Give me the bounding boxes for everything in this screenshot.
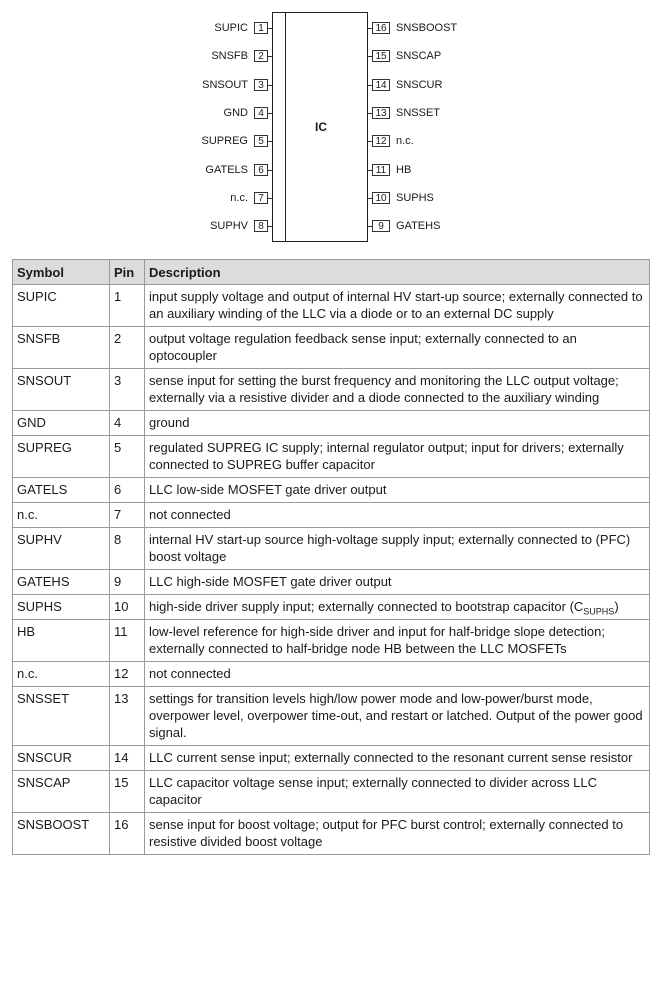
cell-description: LLC high-side MOSFET gate driver output (145, 570, 650, 595)
cell-pin: 13 (110, 687, 145, 746)
cell-symbol: SNSCAP (13, 771, 110, 813)
pin-number-box: 13 (372, 107, 390, 119)
cell-description: not connected (145, 503, 650, 528)
cell-symbol: GATEHS (13, 570, 110, 595)
pin-name: SUPREG (201, 135, 248, 147)
pin-lead (268, 198, 272, 199)
table-row (13, 436, 650, 478)
pin-1 (150, 21, 272, 35)
pin-4 (150, 106, 272, 120)
pin-number-box: 9 (372, 220, 390, 232)
pin-5 (150, 134, 272, 148)
pin-14 (368, 78, 568, 92)
pin-lead (268, 113, 272, 114)
pin-lead (268, 56, 272, 57)
description-text: high-side driver supply input; externally connected to bootstrap capacitor (C (149, 599, 584, 614)
pin-lead (268, 141, 272, 142)
cell-pin: 12 (110, 662, 145, 687)
table-row (13, 503, 650, 528)
pin-number-box: 16 (372, 22, 390, 34)
pin-name: SNSOUT (202, 79, 248, 91)
cell-pin: 9 (110, 570, 145, 595)
pin-name: SUPIC (214, 22, 248, 34)
table-row (13, 528, 650, 570)
pin-name: HB (396, 164, 412, 176)
pin-lead (268, 85, 272, 86)
cell-symbol: SNSSET (13, 687, 110, 746)
pin-number-box: 5 (254, 135, 268, 147)
pin-name: GATELS (205, 164, 248, 176)
pin-name: SNSCUR (396, 79, 443, 91)
table-row (13, 411, 650, 436)
pin-number-box: 6 (254, 164, 268, 176)
pin-name: GND (223, 107, 248, 119)
cell-pin: 14 (110, 746, 145, 771)
cell-pin: 3 (110, 369, 145, 411)
cell-symbol: SNSBOOST (13, 813, 110, 855)
pin-7 (150, 191, 272, 205)
header-pin: Pin (110, 260, 145, 285)
cell-pin: 2 (110, 327, 145, 369)
cell-description: ground (145, 411, 650, 436)
pin-name: SNSBOOST (396, 22, 458, 34)
pin-15 (368, 49, 568, 63)
table-row (13, 813, 650, 855)
ic-package (272, 12, 368, 242)
cell-pin: 5 (110, 436, 145, 478)
pin-description-table (12, 259, 650, 855)
table-row (13, 369, 650, 411)
cell-description: output voltage regulation feedback sense input; externally connected to an optocoupler (145, 327, 650, 369)
cell-symbol: GATELS (13, 478, 110, 503)
pin-lead (268, 28, 272, 29)
pin-12 (368, 134, 568, 148)
cell-symbol: SUPHS (13, 595, 110, 620)
cell-pin: 4 (110, 411, 145, 436)
pin-number-box: 2 (254, 50, 268, 62)
cell-description: not connected (145, 662, 650, 687)
pin-number-box: 15 (372, 50, 390, 62)
cell-pin: 10 (110, 595, 145, 620)
cell-description: settings for transition levels high/low power mode and low-power/burst mode, overpower level, overpower time-out, and restart or latched. Output of the power good signal. (145, 687, 650, 746)
table-row (13, 746, 650, 771)
cell-symbol: SUPIC (13, 285, 110, 327)
pin-name: n.c. (230, 192, 248, 204)
table-row (13, 662, 650, 687)
pin-number-box: 7 (254, 192, 268, 204)
pin-number-box: 8 (254, 220, 268, 232)
pin-lead (268, 170, 272, 171)
pin-number-box: 4 (254, 107, 268, 119)
pin-10 (368, 191, 568, 205)
table-body (13, 285, 650, 855)
table-header-row (13, 260, 650, 285)
cell-symbol: HB (13, 620, 110, 662)
cell-symbol: SNSFB (13, 327, 110, 369)
table-row (13, 478, 650, 503)
cell-description: low-level reference for high-side driver and input for half-bridge slope detection; externally connected to half-bridge node HB between the LLC MOSFETs (145, 620, 650, 662)
pin-9 (368, 219, 568, 233)
pin-name: SUPHV (210, 220, 248, 232)
pin-name: SNSCAP (396, 50, 442, 62)
pin-name: GATEHS (396, 220, 441, 232)
pin-3 (150, 78, 272, 92)
table-row (13, 687, 650, 746)
cell-symbol: SUPREG (13, 436, 110, 478)
pin-name: SNSSET (396, 107, 441, 119)
cell-pin: 15 (110, 771, 145, 813)
pin-number-box: 11 (372, 164, 390, 176)
pin-name: SUPHS (396, 192, 434, 204)
pin-6 (150, 163, 272, 177)
pin-name: n.c. (396, 135, 414, 147)
cell-pin: 7 (110, 503, 145, 528)
cell-symbol: SUPHV (13, 528, 110, 570)
cell-pin: 11 (110, 620, 145, 662)
pin-number-box: 1 (254, 22, 268, 34)
cell-description: sense input for setting the burst frequency and monitoring the LLC output voltage; externally via a resistive divider and a diode connected to the auxiliary winding (145, 369, 650, 411)
cell-symbol: GND (13, 411, 110, 436)
pin-number-box: 12 (372, 135, 390, 147)
cell-description: LLC current sense input; externally connected to the resonant current sense resistor (145, 746, 650, 771)
description-text-end: ) (614, 599, 619, 614)
cell-symbol: SNSCUR (13, 746, 110, 771)
table-row (13, 620, 650, 662)
pin-name: SNSFB (211, 50, 248, 62)
pin-number-box: 14 (372, 79, 390, 91)
ic-pinout-diagram (0, 0, 665, 250)
cell-description (145, 595, 650, 620)
cell-symbol: n.c. (13, 503, 110, 528)
header-symbol: Symbol (13, 260, 110, 285)
table-row (13, 327, 650, 369)
cell-description: LLC low-side MOSFET gate driver output (145, 478, 650, 503)
cell-symbol: n.c. (13, 662, 110, 687)
pin-16 (368, 21, 568, 35)
pin-lead (268, 226, 272, 227)
header-description: Description (145, 260, 650, 285)
cell-description: internal HV start-up source high-voltage supply input; externally connected to (PFC) boost voltage (145, 528, 650, 570)
cell-description: LLC capacitor voltage sense input; externally connected to divider across LLC capacitor (145, 771, 650, 813)
table-row (13, 570, 650, 595)
ic-label: IC (315, 120, 327, 134)
cell-description: input supply voltage and output of internal HV start-up source; externally connected to an auxiliary winding of the LLC via a diode or to an external DC supply (145, 285, 650, 327)
table-row (13, 285, 650, 327)
pin-number-box: 3 (254, 79, 268, 91)
pin-number-box: 10 (372, 192, 390, 204)
pin-11 (368, 163, 568, 177)
table-row (13, 771, 650, 813)
table-row (13, 595, 650, 620)
cell-pin: 8 (110, 528, 145, 570)
cell-pin: 1 (110, 285, 145, 327)
cell-description: sense input for boost voltage; output for PFC burst control; externally connected to resistive divided boost voltage (145, 813, 650, 855)
pin-8 (150, 219, 272, 233)
description-subscript: SUPHS (583, 606, 615, 617)
cell-description: regulated SUPREG IC supply; internal regulator output; input for drivers; externally connected to SUPREG buffer capacitor (145, 436, 650, 478)
pin-2 (150, 49, 272, 63)
pin-13 (368, 106, 568, 120)
cell-pin: 6 (110, 478, 145, 503)
cell-symbol: SNSOUT (13, 369, 110, 411)
cell-pin: 16 (110, 813, 145, 855)
